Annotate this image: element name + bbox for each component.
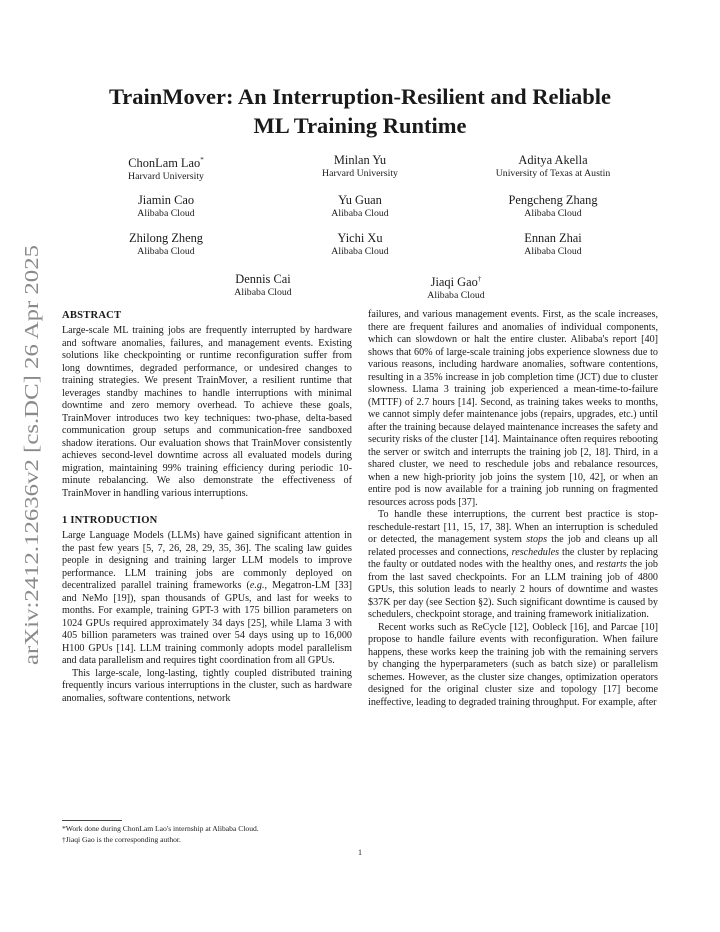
author-affiliation: Harvard University	[322, 168, 398, 179]
footnote-divider	[62, 820, 122, 821]
author-block	[361, 272, 551, 302]
author-block	[265, 193, 455, 220]
arxiv-side-stamp	[20, 245, 44, 665]
author-affiliation: Alibaba Cloud	[137, 246, 195, 257]
author-name: Jiaqi Gao†	[430, 275, 482, 290]
author-affiliation: Alibaba Cloud	[137, 208, 195, 219]
author-block	[458, 193, 648, 220]
page-number: 1	[358, 848, 362, 857]
title-line-1: TrainMover: An Interruption-Resilient and Reliable	[108, 84, 612, 109]
left-column	[62, 309, 352, 705]
author-name: Jiamin Cao	[137, 193, 195, 207]
author-affiliation: Alibaba Cloud	[331, 246, 389, 257]
author-affiliation: Alibaba Cloud	[524, 208, 582, 219]
author-name: Yu Guan	[338, 193, 382, 207]
author-name: Minlan Yu	[333, 153, 387, 167]
author-block	[71, 193, 261, 220]
paper-title	[60, 82, 660, 140]
author-affiliation: Alibaba Cloud	[234, 287, 292, 298]
author-affiliation: Alibaba Cloud	[331, 208, 389, 219]
title-line-2: ML Training Runtime	[253, 113, 467, 138]
author-block	[265, 231, 455, 258]
right-paragraph-2: To handle these interruptions, the current best practice is stop-reschedule-restart [11, 15, 17, 38]. When an interruption is scheduled or detected, the management system stops the job and cleans up all related processes and connections, reschedules the cluster by replacing the faulty or outdated nodes with the healthy ones, and restarts the job from the last saved checkpoints. For an LLM training job of 4800 GPUs, this solution leads to nearly 2 hours of downtime and wastes $37K per day (see Section §2). Such significant downtime is caused by schedulers, checkpoint storage, and training framework initialization.	[368, 509, 658, 620]
author-affiliation: Alibaba Cloud	[427, 290, 485, 302]
right-column	[368, 309, 658, 709]
author-affiliation: Alibaba Cloud	[524, 246, 582, 257]
author-block	[71, 153, 261, 183]
footnotes	[62, 823, 352, 845]
author-block	[458, 153, 648, 180]
author-name: Aditya Akella	[518, 153, 588, 167]
right-paragraph-1: failures, and various management events. First, as the scale increases, there are frequent failures and anomalies of individual components, which can slowdown or halt the entire cluster. Alibaba's report [40] shows that 60% of large-scale training jobs experience slowness due to various reasons, including hardware anomalies, software contentions, resulting in a 35% increase in job completion time (JCT) due to cluster slowness. Llama 3 training job experienced a mean-time-to-failure (MTTF) of 2.7 hours [14]. Second, as training takes weeks to months, we cannot simply defer maintenance jobs (repairs, upgrades, etc.) until after the training because delayed maintenance increases the safety and security risks of the cluster [14]. Maintainance often requires rebooting the server or switch and interrupts the training job [2, 18]. Third, in a shared cluster, we need to reschedule jobs and rebalance resources, when a new high-priority job joins the system [10, 42], or when an entire pod is now available for a training job running on fragmented resources across pods [37].	[368, 309, 658, 508]
author-name: Zhilong Zheng	[129, 231, 203, 245]
author-block	[458, 231, 648, 258]
author-affiliation: University of Texas at Austin	[495, 168, 611, 179]
author-affiliation: Harvard University	[128, 171, 204, 183]
footnote-1: *Work done during ChonLam Lao's internship at Alibaba Cloud.	[62, 824, 259, 833]
footnote-2: †Jiaqi Gao is the corresponding author.	[62, 835, 181, 844]
author-block	[71, 231, 261, 258]
arxiv-stamp-text: arXiv:2412.12636v2 [cs.DC] 26 Apr 2025	[22, 334, 43, 665]
author-block	[168, 272, 358, 299]
abstract-heading: ABSTRACT	[62, 310, 122, 321]
intro-paragraph-2: This large-scale, long-lasting, tightly coupled distributed training frequently incurs various interruptions in the cluster, such as hardware anomalies, software contentions, network	[62, 667, 352, 704]
author-name: Pengcheng Zhang	[508, 193, 598, 207]
introduction-heading: 1 INTRODUCTION	[62, 515, 158, 526]
author-name: Yichi Xu	[337, 231, 383, 245]
author-name: ChonLam Lao*	[128, 156, 204, 171]
author-block	[265, 153, 455, 180]
author-name: Dennis Cai	[235, 272, 291, 286]
author-name: Ennan Zhai	[524, 231, 582, 245]
right-paragraph-3: Recent works such as ReCycle [12], Oobleck [16], and Parcae [10] propose to handle failure events with reconfiguration. When failure happens, these works keep the training job with the remaining servers by changing the hyperparameters (such as batch size) or parallelism schemes. However, as the cluster size changes, optimization operators designed for the original cluster size and topology [17] become ineffective, leading to degraded training throughput. For example, after	[368, 621, 658, 708]
abstract-text: Large-scale ML training jobs are frequently interrupted by hardware and software anomalies, failures, and management events. Existing solutions like checkpointing or runtime reconfiguration suffer from long downtimes, degraded performance, or undesired changes to training strategies. We present TrainMover, a resilient runtime that leverages standby machines to handle interruptions with minimal downtime and zero memory overhead. To achieve these goals, TrainMover introduces two key techniques: two-phase, delta-based communication group setups and communication-free sandboxed shadow iterations. Our evaluation shows that TrainMover consistently achieves second-level downtime across all evaluated models during migration, maintaining 99% training efficiency during periodic 10-minute rebalancing. We also demonstrate the effectiveness of TrainMover in handling various interruptions.	[62, 325, 352, 499]
intro-paragraph-1: Large Language Models (LLMs) have gained significant attention in the past few years [5, 7, 26, 28, 29, 35, 36]. The scaling law guides people in designing and training larger LLM models to improve performance. LLM training jobs are commonly deployed on decentralized parallel training frameworks (e.g., Megatron-LM [33] and NeMo [19]), span thousands of GPUs, and last for weeks to months. For example, training GPT-3 with 175 billion parameters on 1024 GPUs required approximately 34 days [25], while Llama 3 with 405 billion parameters was trained over 54 days using up to 16,000 H100 GPUs [14]. LLM training commonly adopts model parallelism and data parallelism and requires tight coordination from all GPUs.	[62, 530, 352, 666]
